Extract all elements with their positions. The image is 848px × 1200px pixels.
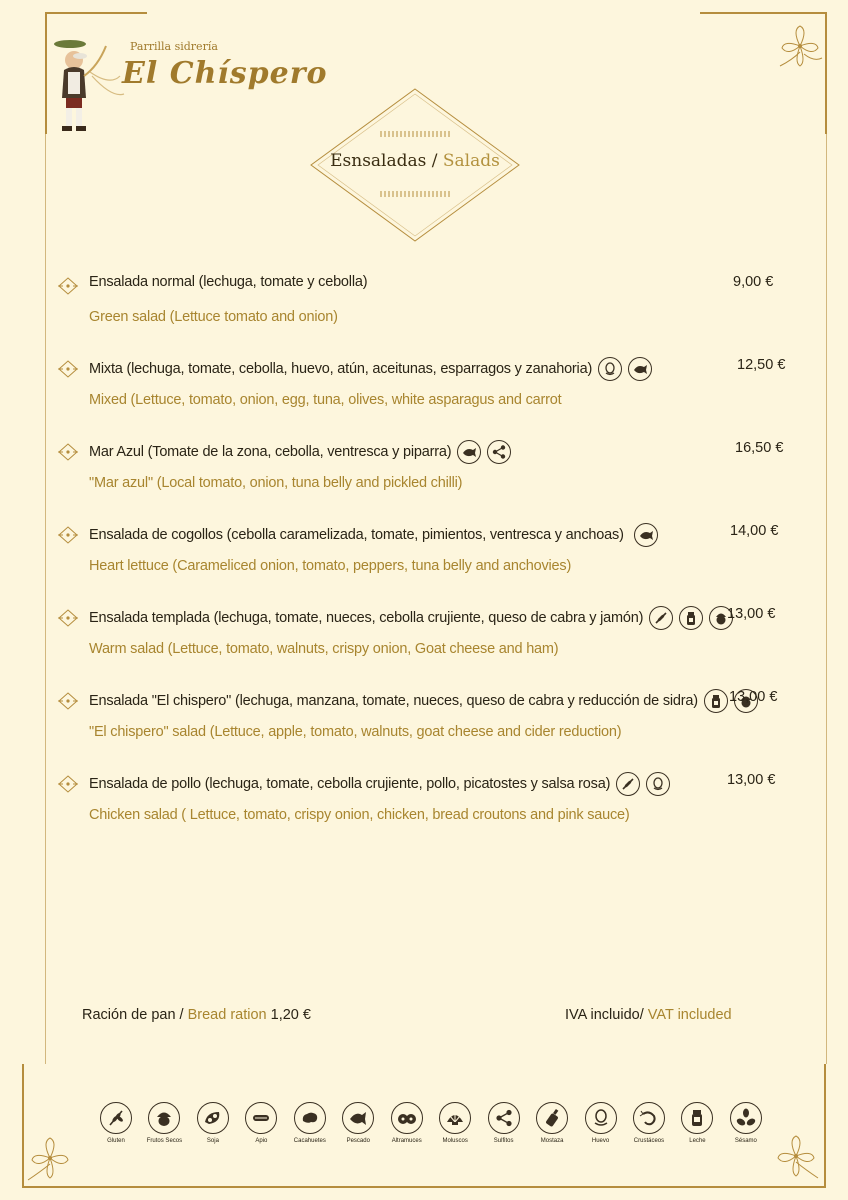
sulphites-icon — [488, 1102, 520, 1134]
item-price: 9,00 € — [733, 274, 774, 290]
egg-icon — [585, 1102, 617, 1134]
flower-icon — [774, 22, 826, 72]
menu-item — [58, 519, 788, 602]
menu-list — [58, 270, 788, 851]
frame-left-inner-line — [45, 134, 46, 1064]
sesame-icon — [730, 1102, 762, 1134]
bread-ration-note — [82, 1007, 311, 1023]
frame-bottom-line — [22, 1186, 826, 1188]
legend-item-soy: Soja — [193, 1102, 233, 1144]
item-name-es: Ensalada normal (lechuga, tomate y cebolla) — [89, 274, 368, 290]
bullet-icon — [58, 443, 78, 461]
item-name-en: "Mar azul" (Local tomato, onion, tuna belly and pickled chilli) — [89, 475, 463, 491]
section-title — [305, 85, 525, 245]
legend-item-gluten: Gluten — [96, 1102, 136, 1144]
item-price: 13,00 € — [727, 772, 776, 788]
menu-item — [58, 602, 788, 685]
fish-icon — [457, 440, 481, 464]
item-name-en: "El chispero" salad (Lettuce, apple, tomato, walnuts, goat cheese and cider reduction) — [89, 724, 622, 740]
legend-item-mustard: Mostaza — [532, 1102, 572, 1144]
mascot-icon — [50, 36, 130, 136]
frame-top-right-line — [700, 12, 827, 14]
legend-item-mollusc: Moluscos — [435, 1102, 475, 1144]
item-name-es: Ensalada "El chispero" (lechuga, manzana, tomate, nueces, queso de cabra y reducción de sidra) — [89, 689, 758, 713]
legend-item-lupin: Altramuces — [387, 1102, 427, 1144]
item-name-en: Mixed (Lettuce, tomato, onion, egg, tuna, olives, white asparagus and carrot — [89, 392, 562, 408]
flower-icon — [24, 1136, 76, 1184]
milk-icon — [679, 606, 703, 630]
menu-item — [58, 270, 788, 353]
item-name-en: Chicken salad ( Lettuce, tomato, crispy onion, chicken, bread croutons and pink sauce) — [89, 807, 630, 823]
item-name-es: Ensalada de pollo (lechuga, tomate, cebolla crujiente, pollo, picatostes y salsa rosa) — [89, 772, 670, 796]
section-title-es: Esnsaladas / — [330, 151, 438, 171]
fish-icon — [342, 1102, 374, 1134]
peanut-icon — [294, 1102, 326, 1134]
allergen-legend — [96, 1102, 766, 1144]
brand-name: El Chíspero — [122, 56, 328, 91]
bread-ration-price: 1,20 € — [266, 1007, 311, 1023]
frame-left-line — [45, 12, 47, 134]
legend-item-peanut: Cacahuetes — [290, 1102, 330, 1144]
fish-icon — [628, 357, 652, 381]
frame-top-left-line — [45, 12, 147, 14]
item-name-es: Ensalada de cogollos (cebolla caramelizada, tomate, pimientos, ventresca y anchoas) — [89, 523, 658, 547]
bullet-icon — [58, 692, 78, 710]
item-price: 14,00 € — [730, 523, 779, 539]
vat-label-es: IVA incluido/ — [565, 1007, 648, 1023]
menu-item — [58, 768, 788, 851]
mollusc-icon — [439, 1102, 471, 1134]
legend-item-crustacean: Crustáceos — [629, 1102, 669, 1144]
nuts-icon — [148, 1102, 180, 1134]
legend-item-sesame: Sésamo — [726, 1102, 766, 1144]
item-name-es: Ensalada templada (lechuga, tomate, nueces, cebolla crujiente, queso de cabra y jamón) — [89, 606, 733, 630]
section-title-en: Salads — [437, 151, 500, 171]
bullet-icon — [58, 609, 78, 627]
item-name-en: Warm salad (Lettuce, tomato, walnuts, crispy onion, Goat cheese and ham) — [89, 641, 559, 657]
item-name-en: Heart lettuce (Carameliced onion, tomato, peppers, tuna belly and anchovies) — [89, 558, 572, 574]
soy-icon — [197, 1102, 229, 1134]
mustard-icon — [536, 1102, 568, 1134]
bullet-icon — [58, 775, 78, 793]
bread-ration-label-es: Ración de pan / — [82, 1007, 188, 1023]
vat-label-en: VAT included — [647, 1007, 732, 1023]
menu-item — [58, 685, 788, 768]
legend-item-sulphites: Sulfitos — [484, 1102, 524, 1144]
fish-icon — [634, 523, 658, 547]
item-price: 16,50 € — [735, 440, 784, 456]
brand-subtitle: Parrilla sidrería — [130, 40, 218, 53]
milk-icon — [681, 1102, 713, 1134]
bullet-icon — [58, 526, 78, 544]
legend-item-celery: Apio — [241, 1102, 281, 1144]
item-price: 12,50 € — [737, 357, 786, 373]
item-name-es: Mixta (lechuga, tomate, cebolla, huevo, atún, aceitunas, esparragos y zanahoria) — [89, 357, 652, 381]
bread-ration-label-en: Bread ration — [187, 1007, 267, 1023]
sulphites-icon — [487, 440, 511, 464]
item-name-en: Green salad (Lettuce tomato and onion) — [89, 309, 338, 325]
lupin-icon — [391, 1102, 423, 1134]
legend-item-nuts: Frutos Secos — [144, 1102, 184, 1144]
bullet-icon — [58, 277, 78, 295]
menu-item — [58, 353, 788, 436]
flower-icon — [770, 1134, 822, 1182]
crustacean-icon — [633, 1102, 665, 1134]
vat-note — [565, 1007, 732, 1023]
legend-item-milk: Leche — [677, 1102, 717, 1144]
egg-icon — [598, 357, 622, 381]
celery-icon — [245, 1102, 277, 1134]
egg-icon — [646, 772, 670, 796]
milk-icon — [704, 689, 728, 713]
gluten-icon — [616, 772, 640, 796]
gluten-icon — [100, 1102, 132, 1134]
menu-item — [58, 436, 788, 519]
legend-item-fish: Pescado — [338, 1102, 378, 1144]
bullet-icon — [58, 360, 78, 378]
section-heading — [305, 151, 525, 171]
gluten-icon — [649, 606, 673, 630]
item-name-es: Mar Azul (Tomate de la zona, cebolla, ventresca y piparra) — [89, 440, 511, 464]
frame-bottom-right-vert — [824, 1064, 826, 1188]
item-price: 13,00 € — [727, 606, 776, 622]
item-price: 13,00 € — [729, 689, 778, 705]
legend-item-egg: Huevo — [581, 1102, 621, 1144]
frame-right-inner-line — [826, 134, 827, 1064]
